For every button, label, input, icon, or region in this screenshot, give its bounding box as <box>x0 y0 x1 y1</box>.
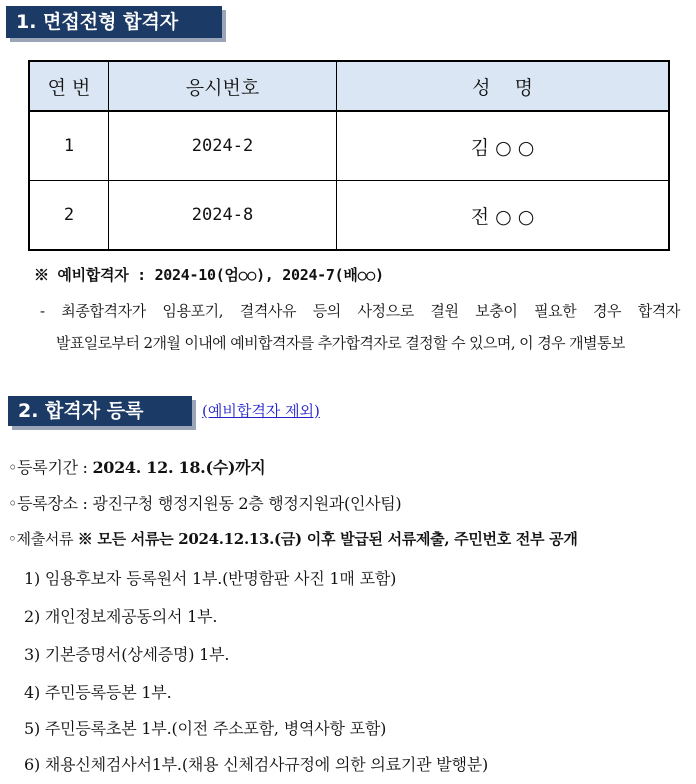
document-item: 2) 개인정보제공동의서 1부. <box>24 607 218 626</box>
document-item: 1) 임용후보자 등록원서 1부.(반명함판 사진 1매 포함) <box>24 569 397 588</box>
document-item: 5) 주민등록초본 1부.(이전 주소포함, 병역사항 포함) <box>24 719 387 738</box>
note-line-2: 발표일로부터 2개월 이내에 예비합격자를 추가합격자로 결정할 수 있으며, 이 경우 개별통보 <box>56 334 625 352</box>
required-documents <box>8 528 578 549</box>
results-table <box>28 60 670 251</box>
document-item: 6) 채용신체검사서1부.(채용 신체검사규정에 의한 의료기관 발행분) <box>24 755 489 774</box>
docs-note: ※ 모든 서류는 2024.12.13.(금) 이후 발급된 서류제출, 주민번호 전부 공개 <box>77 530 578 548</box>
registration-period <box>8 455 265 478</box>
period-value: 2024. 12. 18.(수)까지 <box>92 458 266 477</box>
row-exam-no: 2024-2 <box>109 111 337 181</box>
row-name: 전 ○ ○ <box>337 181 670 251</box>
header-name: 성 명 <box>337 61 670 111</box>
reserve-candidates: ※ 예비합격자 : 2024-10(엄○○), 2024-7(배○○) <box>34 266 384 284</box>
table-row <box>29 111 669 181</box>
exclude-link[interactable]: (예비합격자 제외) <box>202 402 320 420</box>
row-name: 김 ○ ○ <box>337 111 670 181</box>
docs-label: ◦제출서류 <box>8 530 78 548</box>
document-item: 3) 기본증명서(상세증명) 1부. <box>24 645 230 664</box>
section2-heading: 2. 합격자 등록 <box>8 396 192 426</box>
period-label: ◦등록기간 : <box>8 458 93 477</box>
section1-heading: 1. 면접전형 합격자 <box>6 6 222 38</box>
header-exam-no: 응시번호 <box>109 61 337 111</box>
table-header-row <box>29 61 669 111</box>
document-item: 4) 주민등록등본 1부. <box>24 683 172 702</box>
row-exam-no: 2024-8 <box>109 181 337 251</box>
table-row <box>29 181 669 251</box>
header-no: 연 번 <box>29 61 109 111</box>
row-no: 1 <box>29 111 109 181</box>
note-line-1: - 최종합격자가 임용포기, 결격사유 등의 사정으로 결원 보충이 필요한 경우 합격자 <box>40 302 680 320</box>
registration-place: ◦등록장소 : 광진구청 행정지원동 2층 행정지원과(인사팀) <box>8 494 402 513</box>
row-no: 2 <box>29 181 109 251</box>
